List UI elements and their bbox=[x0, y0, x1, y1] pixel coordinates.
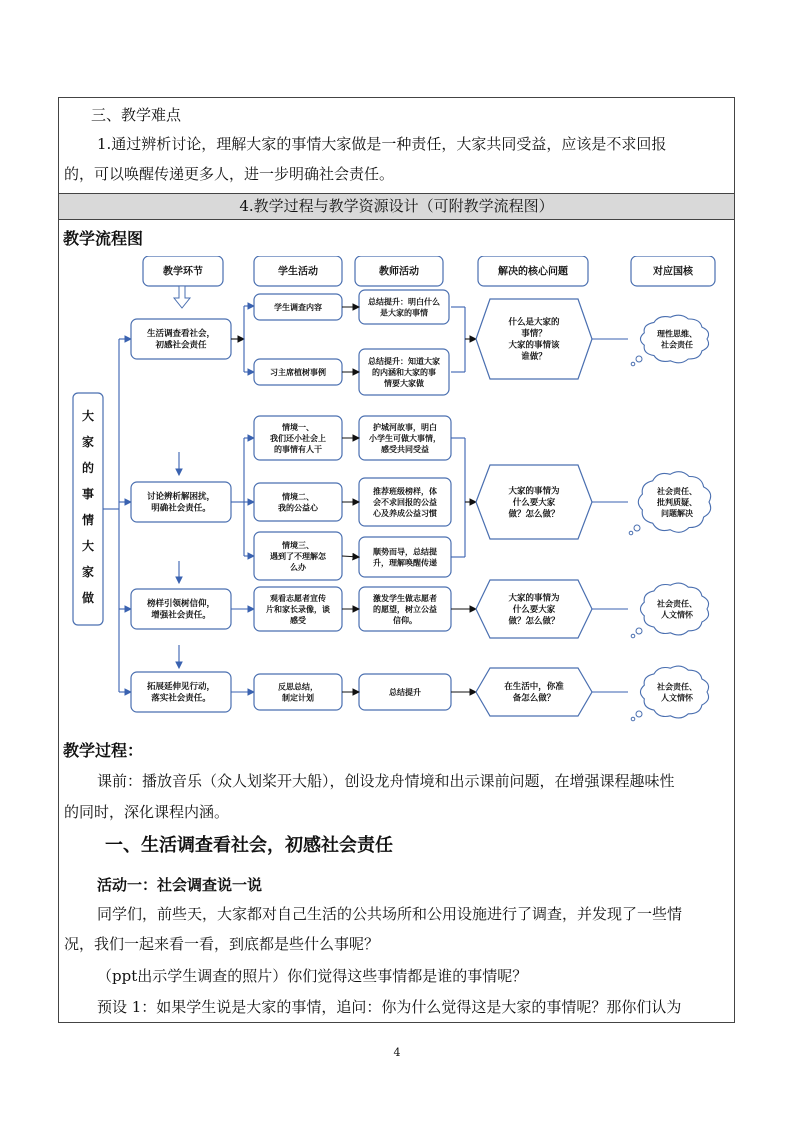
national-core-cloud-tail bbox=[631, 717, 635, 721]
student-box-text-line: 情境三、 bbox=[282, 540, 314, 550]
flow-header-text-line: 教师活动 bbox=[379, 266, 419, 278]
national-core-cloud-tail bbox=[636, 711, 642, 717]
teacher-box-text-line: 的愿望，树立公益 bbox=[373, 604, 437, 614]
national-core-cloud-text-line: 社会责任、 bbox=[657, 682, 697, 692]
difficulty-line-2: 的，可以唤醒传递更多人，进一步明确社会责任。 bbox=[64, 165, 395, 183]
teacher-box-text-line: 会不求回报的公益 bbox=[373, 497, 437, 507]
teacher-box-text-line: 推荐班级榜样，体 bbox=[373, 486, 437, 496]
national-core-cloud-text-line: 社会责任、 bbox=[657, 486, 697, 496]
teacher-box-text-line: 总结提升：明白什么 bbox=[368, 297, 440, 307]
national-core-cloud-tail bbox=[634, 525, 640, 531]
teacher-box bbox=[359, 290, 449, 324]
pre-class-line-1: 课前：播放音乐（众人划桨开大船），创设龙舟情境和出示课前问题，在增强课程趣味性 bbox=[97, 772, 675, 790]
stage-box-text-line: 榜样引领树信仰， bbox=[146, 599, 216, 610]
side-title-char: 做 bbox=[81, 591, 95, 605]
national-core-cloud-tail bbox=[629, 531, 633, 535]
stage-box-text-line: 初感社会责任 bbox=[155, 340, 207, 351]
national-core-cloud bbox=[640, 583, 708, 635]
teacher-box-text-line: 的内涵和大家的事 bbox=[372, 367, 436, 377]
student-box-text-line: 制定计划 bbox=[282, 693, 314, 703]
teacher-box-text-line: 是大家的事情 bbox=[380, 308, 428, 318]
side-title-char: 情 bbox=[81, 513, 95, 527]
teacher-box-text-line: 总结提升 bbox=[389, 687, 421, 697]
student-box-text-line: 的事情有人干 bbox=[274, 444, 322, 454]
difficulty-line-1: 1.通过辨析讨论，理解大家的事情大家做是一种责任，大家共同受益，应该是不求回报 bbox=[97, 135, 667, 153]
core-question-text-line: 什么要大家 bbox=[512, 497, 556, 508]
flowchart-title: 教学流程图 bbox=[63, 229, 144, 248]
side-title-char: 事 bbox=[81, 487, 95, 501]
lesson-plan-table bbox=[58, 97, 735, 1023]
side-title-char: 大 bbox=[81, 539, 95, 553]
stage-box-text-line: 讨论辨析解困扰， bbox=[146, 492, 216, 503]
teacher-box-text-line: 信仰。 bbox=[393, 615, 417, 625]
core-question-text-line: 什么要大家 bbox=[512, 604, 556, 615]
core-question-text-line: 做？怎么做？ bbox=[508, 509, 560, 520]
student-box-text-line: 情境二、 bbox=[282, 492, 314, 502]
core-question-text-line: 备怎么做？ bbox=[512, 693, 556, 704]
student-box bbox=[254, 674, 342, 710]
teacher-box-text-line: 总结提升：知道大家 bbox=[368, 356, 440, 366]
paragraph-1b: 况，我们一起来看一看，到底都是些什么事呢？ bbox=[64, 935, 380, 953]
teacher-box-text-line: 情要大家做 bbox=[384, 378, 424, 388]
student-box-text-line: 感受 bbox=[290, 615, 306, 625]
paragraph-2: （ppt出示学生调查的照片）你们觉得这些事情都是谁的事情呢？ bbox=[97, 967, 528, 985]
flow-header-text-line: 学生活动 bbox=[278, 266, 318, 278]
national-core-cloud-text-line: 人文情怀 bbox=[661, 693, 693, 703]
national-core-cloud bbox=[640, 666, 708, 718]
side-title-char: 大 bbox=[81, 409, 95, 423]
national-core-cloud-text-line: 批判质疑、 bbox=[657, 497, 697, 507]
teacher-box bbox=[359, 537, 451, 577]
part-one-title: 一、生活调查看社会，初感社会责任 bbox=[105, 835, 393, 856]
student-box-text-line: 观看志愿者宣传 bbox=[270, 593, 326, 603]
national-core-cloud-text-line: 人文情怀 bbox=[661, 610, 693, 620]
core-question-text-line: 谁做？ bbox=[521, 352, 547, 363]
flow-header-text-line: 教学环节 bbox=[163, 266, 203, 278]
process-heading: 教学过程： bbox=[63, 741, 144, 760]
page-number: 4 bbox=[393, 1046, 401, 1059]
student-box-text-line: 习主席植树事例 bbox=[270, 367, 326, 377]
national-core-cloud-text-line: 问题解决 bbox=[661, 508, 693, 518]
core-question-text-line: 大家的事情为 bbox=[508, 486, 560, 497]
national-core-cloud bbox=[640, 315, 708, 363]
side-title-char: 的 bbox=[81, 461, 95, 475]
national-core-cloud-tail bbox=[636, 356, 642, 362]
national-core-cloud-text-line: 理性思维、 bbox=[657, 329, 697, 339]
paragraph-1a: 同学们，前些天，大家都对自己生活的公共场所和公用设施进行了调查，并发现了一些情 bbox=[97, 905, 683, 923]
paragraph-3: 预设 1：如果学生说是大家的事情，追问：你为什么觉得这是大家的事情呢？那你们认为 bbox=[97, 998, 682, 1016]
teacher-box-text-line: 感受共同受益 bbox=[381, 444, 429, 454]
core-question-text-line: 事情？ bbox=[521, 329, 547, 340]
student-box bbox=[254, 483, 342, 521]
student-box-text-line: 我的公益心 bbox=[278, 503, 318, 513]
header-down-arrow bbox=[174, 286, 190, 308]
national-core-cloud-tail bbox=[636, 628, 642, 634]
teacher-box-text-line: 心及养成公益习惯 bbox=[373, 508, 437, 518]
national-core-cloud-text-line: 社会责任、 bbox=[657, 599, 697, 609]
core-question-text-line: 大家的事情为 bbox=[508, 593, 560, 604]
student-box-text-line: 情境一、 bbox=[282, 422, 314, 432]
national-core-cloud-tail bbox=[631, 362, 635, 366]
student-teacher-link bbox=[342, 556, 359, 557]
teacher-box-text-line: 激发学生做志愿者 bbox=[373, 593, 437, 603]
pre-class-line-2: 的同时，深化课程内涵。 bbox=[64, 803, 230, 821]
student-box-text-line: 反思总结， bbox=[278, 682, 318, 692]
flow-header-text-line: 解决的核心问题 bbox=[498, 266, 568, 278]
section-title: 4.教学过程与教学资源设计（可附教学流程图） bbox=[59, 193, 734, 220]
stage-box-text-line: 明确社会责任。 bbox=[151, 503, 211, 514]
national-core-cloud-text-line: 社会责任 bbox=[661, 340, 693, 350]
core-question-text-line: 做？怎么做？ bbox=[508, 616, 560, 627]
teacher-box-text-line: 顺势而导，总结提 bbox=[373, 547, 437, 557]
teaching-flowchart bbox=[71, 256, 727, 728]
student-box-text-line: 学生调查内容 bbox=[274, 302, 322, 312]
side-title-char: 家 bbox=[81, 435, 95, 449]
flow-header-text-line: 对应国核 bbox=[653, 266, 693, 278]
stage-box-text-line: 增强社会责任。 bbox=[151, 610, 211, 621]
student-box-text-line: 我们还小社会上 bbox=[270, 433, 326, 443]
teacher-box-text-line: 护城河故事，明白 bbox=[373, 422, 437, 432]
student-box-text-line: 片和家长录像，谈 bbox=[266, 604, 330, 614]
core-question-text-line: 什么是大家的 bbox=[508, 317, 560, 328]
stage-box-text-line: 生活调查看社会， bbox=[146, 329, 216, 340]
stage-box-text-line: 拓展延伸见行动， bbox=[146, 682, 216, 693]
teacher-box-text-line: 小学生可做大事情， bbox=[369, 433, 441, 443]
stage-box-text-line: 落实社会责任。 bbox=[151, 693, 211, 704]
activity-one-title: 活动一：社会调查说一说 bbox=[97, 876, 263, 894]
core-question-text-line: 在生活中，你准 bbox=[504, 682, 564, 693]
national-core-cloud-tail bbox=[631, 634, 635, 638]
difficulty-heading: 三、教学难点 bbox=[91, 106, 182, 124]
student-box-text-line: 遇到了不理解怎 bbox=[270, 551, 326, 561]
student-box-text-line: 么办 bbox=[290, 562, 306, 572]
side-title-char: 家 bbox=[81, 565, 95, 579]
core-question-text-line: 大家的事情该 bbox=[508, 340, 560, 351]
teacher-box-text-line: 升，理解唤醒传递 bbox=[373, 558, 437, 568]
